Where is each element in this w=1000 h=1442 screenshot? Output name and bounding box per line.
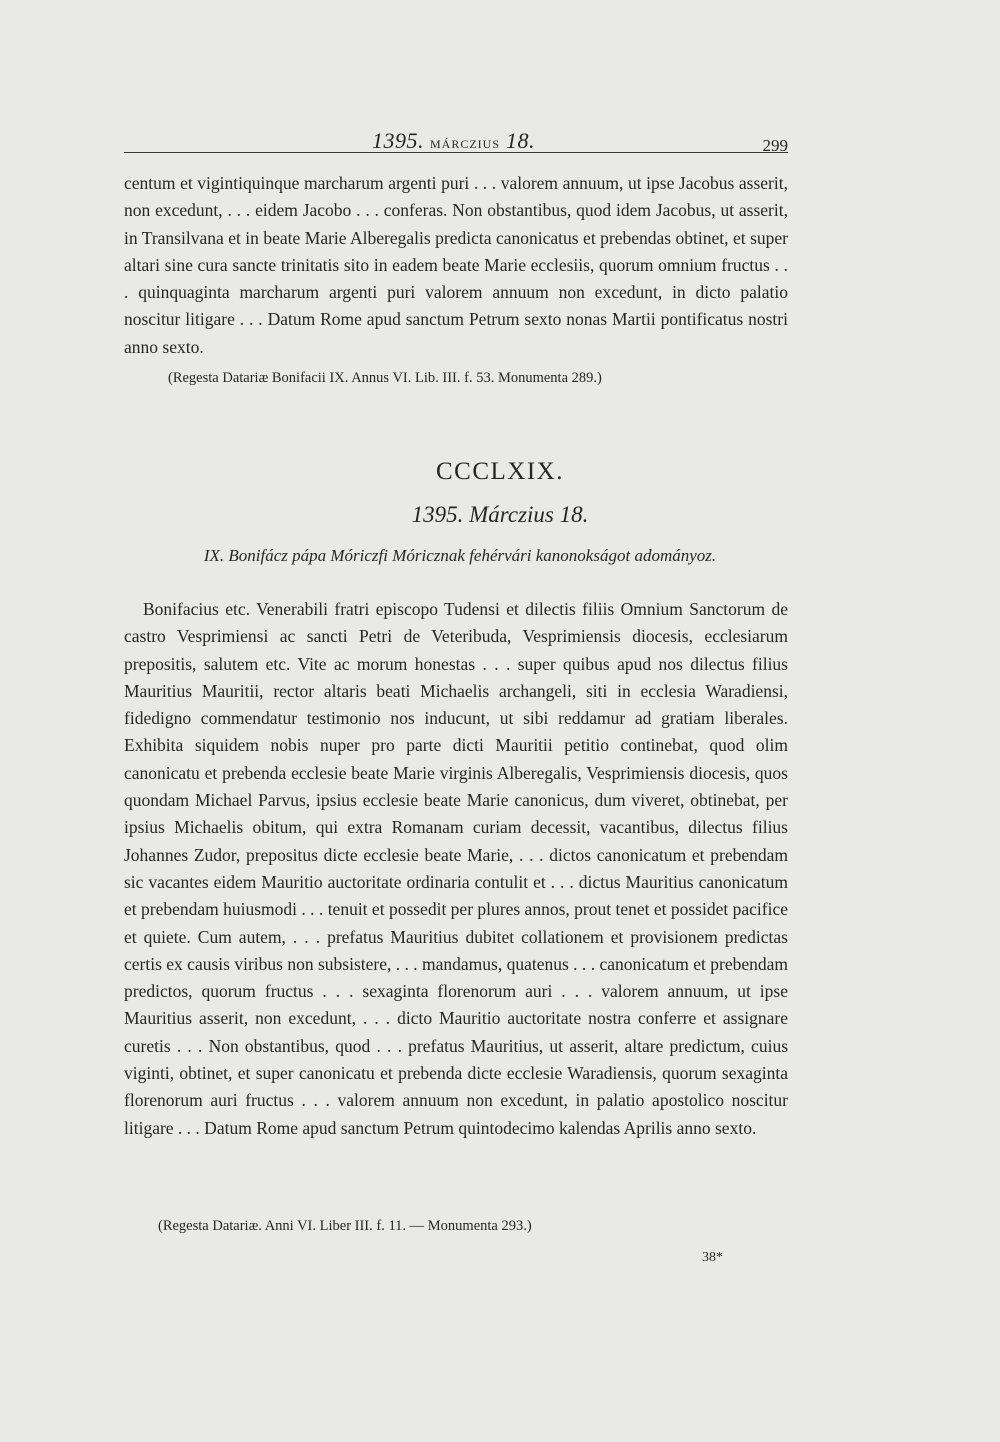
document-body: Bonifacius etc. Venerabili fratri episcopo Tudensi et dilectis filiis Omnium Sanctorum de castro Vesprimiensi ac sancti Petri de Veteribuda, Vesprimiensis diocesis, ecclesiarum prepositis, salutem etc. Vite ac morum honestas . . . super quibus apud nos dilectus filius Mauritius Mauritii, rector altaris beati Michaelis archangeli, siti in ecclesia Waradiensi, fidedigno commendatur testimonio nos inducunt, ut sibi reddamur ad gratiam liberales. Exhibita siquidem nobis nuper pro parte dicti Mauritii petitio continebat, quod olim canonicatu et prebenda ecclesie beate Marie virginis Alberegalis, Vesprimiensis diocesis, quos quondam Michael Parvus, ipsius ecclesie beate Marie canonicus, dum viveret, obtinebat, per ipsius Michaelis obitum, qui extra Romanam curiam decessit, vacantibus, dilectus filius Johannes Zudor, prepositus dicte ecclesie beate Marie, . . . dictos canonicatum et prebendam sic vacantes eidem Mauritio auctoritate ordinaria contulit et . . . dictus Mauritius canonicatum et prebendam huiusmodi . . . tenuit et possedit per plures annos, prout tenet et possidet pacifice et quiete. Cum autem, . . . prefatus Mauritius dubitet collationem et provisionem predictas certis ex causis viribus non subsistere, . . . mandamus, quatenus . . . canonicatum et prebendam predictos, quorum fructus . . . sexaginta florenorum auri . . . valorem annuum, ut ipse Mauritius asserit, non excedunt, . . . dicto Mauritio auctoritate nostra conferre et assignare curetis . . . Non obstantibus, quod . . . prefatus Mauritius, ut asserit, altare predictum, cuius viginti, obtinet, et super canonicatu et prebenda dicte ecclesie Waradiensis, quorum sexaginta florenorum auri fructus . . . valorem annuum non excedunt, in palatio apostolico noscitur litigare . . . Datum Rome apud sanctum Petrum quintodecimo kalendas Aprilis anno sexto. bbox=[124, 599, 788, 1138]
document-date: 1395. Márczius 18. bbox=[411, 502, 589, 527]
running-head bbox=[124, 128, 788, 158]
source-citation-previous: (Regesta Datariæ Bonifacii IX. Annus VI. Lib. III. f. 53. Monumenta 289.) bbox=[168, 370, 602, 386]
running-head-day: 18. bbox=[506, 128, 536, 153]
document-summary: IX. Bonifácz pápa Móriczfi Móricznak fehérvári kanonokságot adományoz. bbox=[203, 546, 717, 565]
document-number: CCCLXIX. bbox=[436, 458, 564, 485]
continuation-paragraph: centum et vigintiquinque marcharum argenti puri . . . valorem annuum, ut ipse Jacobus asserit, non excedunt, . . . eidem Jacobo . . . conferas. Non obstantibus, quod idem Jacobus, ut asserit, in Transilvana et in beate Marie Alberegalis predicta canonicatus et prebendas obtinet, et super altari sine cura sancte trinitatis sito in eadem beate Marie ecclesiis, quorum omnium fructus . . . quinquaginta marcharum argenti puri valorem annuum non excedunt, in dicto palatio noscitur litigare . . . Datum Rome apud sanctum Petrum sexto nonas Martii pontificatus nostri anno sexto. bbox=[124, 173, 788, 357]
source-citation: (Regesta Datariæ. Anni VI. Liber III. f. 11. — Monumenta 293.) bbox=[158, 1218, 532, 1234]
page-number: 299 bbox=[762, 136, 788, 155]
running-head-date bbox=[372, 128, 535, 154]
running-head-year: 1395. bbox=[372, 128, 424, 153]
signature-mark: 38* bbox=[702, 1250, 723, 1265]
running-head-month: MÁRCZIUS bbox=[430, 137, 501, 151]
